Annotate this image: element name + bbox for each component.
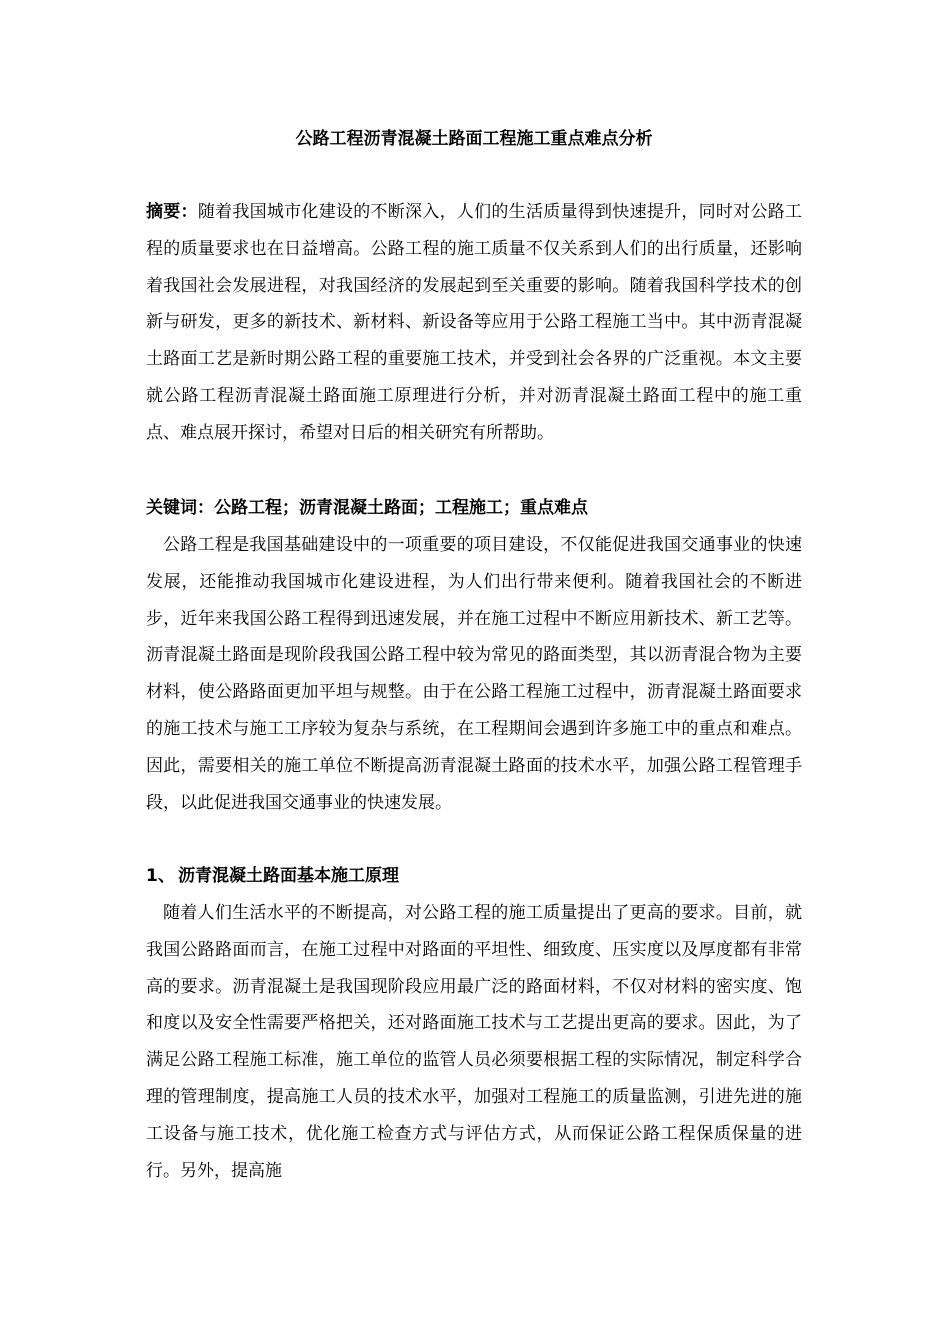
abstract-label: 摘要： [146,202,198,222]
section-1-number: 1、 [146,866,175,886]
abstract-paragraph [146,194,802,452]
intro-paragraph: 公路工程是我国基础建设中的一项重要的项目建设，不仅能促进我国交通事业的快速发展，还能推动我国城市化建设进程，为人们出行带来便利。随着我国社会的不断进步，近年来我国公路工程得到迅速发展，并在施工过程中不断应用新技术、新工艺等。沥青混凝土路面是现阶段我国公路工程中较为常见的路面类型，其以沥青混合物为主要材料，使公路路面更加平坦与规整。由于在公路工程施工过程中，沥青混凝土路面要求的施工技术与施工工序较为复杂与系统，在工程期间会遇到许多施工中的重点和难点。因此，需要相关的施工单位不断提高沥青混凝土路面的技术水平，加强公路工程管理手段，以此促进我国交通事业的快速发展。 [146,535,802,813]
section-1-heading [146,858,802,895]
keywords-line: 关键词：公路工程；沥青混凝土路面；工程施工；重点难点 [146,498,588,518]
section-1-paragraph: 随着人们生活水平的不断提高，对公路工程的施工质量提出了更高的要求。目前，就我国公路路面而言，在施工过程中对路面的平坦性、细致度、压实度以及厚度都有非常高的要求。沥青混凝土是我国现阶段应用最广泛的路面材料，不仅对材料的密实度、饱和度以及安全性需要严格把关，还对路面施工技术与工艺提出更高的要求。因此，为了满足公路工程施工标准，施工单位的监管人员必须要根据工程的实际情况，制定科学合理的管理制度，提高施工人员的技术水平，加强对工程施工的质量监测，引进先进的施工设备与施工技术，优化施工检查方式与评估方式，从而保证公路工程保质保量的进行。另外，提高施 [146,903,802,1181]
section-1-title: 沥青混凝土路面基本施工原理 [178,866,399,886]
abstract-text: 随着我国城市化建设的不断深入，人们的生活质量得到快速提升，同时对公路工程的质量要求也在日益增高。公路工程的施工质量不仅关系到人们的出行质量，还影响着我国社会发展进程，对我国经济的发展起到至关重要的影响。随着我国科学技术的创新与研发，更多的新技术、新材料、新设备等应用于公路工程施工当中。其中沥青混凝土路面工艺是新时期公路工程的重要施工技术，并受到社会各界的广泛重视。本文主要就公路工程沥青混凝土路面施工原理进行分析，并对沥青混凝土路面工程中的施工重点、难点展开探讨，希望对日后的相关研究有所帮助。 [146,202,803,443]
document-title: 公路工程沥青混凝土路面工程施工重点难点分析 [295,129,653,149]
